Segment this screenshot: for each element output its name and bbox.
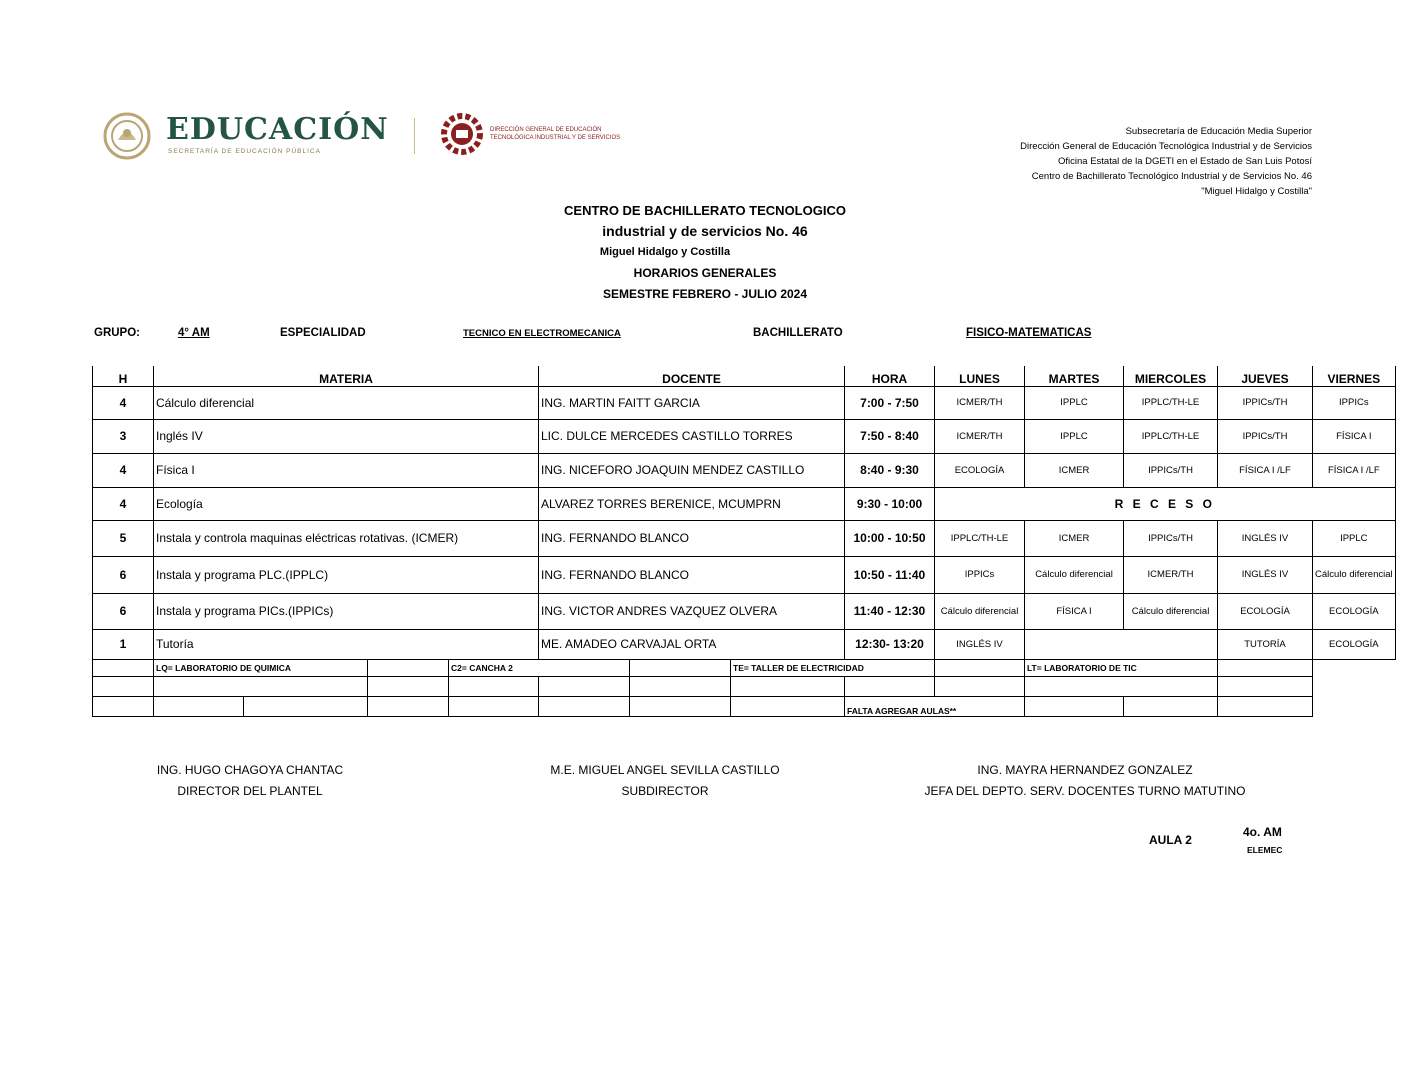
logo-subtitle: SECRETARÍA DE EDUCACIÓN PÚBLICA [168,148,321,155]
signature-subdirector [510,760,820,802]
cell-hora: 7:00 - 7:50 [845,386,935,419]
legend-empty [368,659,449,676]
institution-block [892,124,1312,199]
cell-docente: ME. AMADEO CARVAJAL ORTA [539,629,845,659]
cell-viernes: FÍSICA I /LF [1313,453,1396,487]
cell-hora: 8:40 - 9:30 [845,453,935,487]
cell-viernes: ECOLOGÍA [1313,593,1396,629]
cell-materia: Física I [154,453,539,487]
logo-separator [414,118,415,154]
cell-h: 5 [93,520,154,556]
legend-row [93,659,1396,676]
subdirector-name: M.E. MIGUEL ANGEL SEVILLA CASTILLO [550,763,780,777]
signature-jefa [890,760,1280,802]
cell-jueves: TUTORÍA [1218,629,1313,659]
cell-docente: LIC. DULCE MERCEDES CASTILLO TORRES [539,419,845,453]
cell-materia: Instala y controla maquinas eléctricas rotativas. (ICMER) [154,520,539,556]
header-h: H [93,366,154,386]
cell-lunes: ICMER/TH [935,419,1025,453]
footer-grupo: 4o. AM [1243,825,1282,839]
cell-lunes: Cálculo diferencial [935,593,1025,629]
cell-miercoles: IPPICs/TH [1124,520,1218,556]
cell-lunes: INGLÉS IV [935,629,1025,659]
header-logos [96,110,656,162]
legend-c2: C2= CANCHA 2 [449,659,630,676]
cell-docente: ING. FERNANDO BLANCO [539,556,845,593]
cell-materia: Tutoría [154,629,539,659]
cell-docente: ING. MARTIN FAITT GARCIA [539,386,845,419]
title-horarios: HORARIOS GENERALES [633,266,777,280]
dgeti-text [490,126,620,142]
cell-jueves: FÍSICA I /LF [1218,453,1313,487]
institution-line: Subsecretaría de Educación Media Superior [1125,126,1312,137]
cell-h: 3 [93,419,154,453]
table-row [93,419,1396,453]
cell-martes: IPPLC [1025,419,1124,453]
cell-miercoles: Cálculo diferencial [1124,593,1218,629]
dgeti-text-line1: DIRECCIÓN GENERAL DE EDUCACIÓN [490,127,602,133]
legend-empty [1218,659,1313,676]
cell-h: 4 [93,487,154,520]
title-school-sub: industrial y de servicios No. 46 [602,223,808,239]
cell-viernes: FÍSICA I [1313,419,1396,453]
cell-martes: ICMER [1025,453,1124,487]
table-row [93,453,1396,487]
cell-jueves: ECOLOGÍA [1218,593,1313,629]
table-row [93,629,1396,659]
cell-miercoles: IPPICs/TH [1124,453,1218,487]
bachillerato-value: FISICO-MATEMATICAS [966,327,1092,339]
header-viernes: VIERNES [1313,366,1396,386]
jefa-title: JEFA DEL DEPTO. SERV. DOCENTES TURNO MATUTINO [924,784,1246,798]
empty-row [93,676,1396,696]
cell-jueves: IPPICs/TH [1218,419,1313,453]
header-materia: MATERIA [154,366,539,386]
dgeti-gear-icon [440,112,484,156]
cell-hora: 10:00 - 10:50 [845,520,935,556]
cell-hora: 9:30 - 10:00 [845,487,935,520]
table-header-row [93,366,1396,386]
cell-hora: 11:40 - 12:30 [845,593,935,629]
header-hora: HORA [845,366,935,386]
cell-h: 4 [93,453,154,487]
cell-miercoles: ICMER/TH [1124,556,1218,593]
cell-lunes: IPPLC/TH-LE [935,520,1025,556]
title-semestre: SEMESTRE FEBRERO - JULIO 2024 [602,287,808,301]
institution-line: Dirección General de Educación Tecnológica Industrial y de Servicios [1020,141,1312,152]
cell-hora: 12:30- 13:20 [845,629,935,659]
table-row [93,593,1396,629]
cell-materia: Instala y programa PICs.(IPPICs) [154,593,539,629]
cell-h: 6 [93,593,154,629]
falta-row [93,696,1396,716]
cell-materia: Instala y programa PLC.(IPPLC) [154,556,539,593]
subdirector-title: SUBDIRECTOR [621,784,709,798]
jefa-name: ING. MAYRA HERNANDEZ GONZALEZ [977,763,1193,777]
cell-martes: IPPLC [1025,386,1124,419]
grupo-label: GRUPO: [94,327,140,339]
especialidad-label: ESPECIALIDAD [280,327,366,339]
especialidad-value: TECNICO EN ELECTROMECANICA [463,328,621,339]
institution-line: Oficina Estatal de la DGETI en el Estado de San Luis Potosí [1058,156,1312,167]
receso-cell: R E C E S O [935,487,1396,520]
cell-jueves: IPPICs/TH [1218,386,1313,419]
footer-area: ELEMEC [1247,845,1283,855]
header-docente: DOCENTE [539,366,845,386]
bachillerato-label: BACHILLERATO [753,327,843,339]
institution-line: "Miguel Hidalgo y Costilla" [1201,186,1312,197]
cell-viernes: IPPICs [1313,386,1396,419]
cell-materia: Inglés IV [154,419,539,453]
legend-empty [935,659,1025,676]
cell-martes: FÍSICA I [1025,593,1124,629]
cell-lunes: ECOLOGÍA [935,453,1025,487]
grupo-value: 4° AM [178,327,210,339]
cell-lunes: IPPICs [935,556,1025,593]
cell-docente: ING. FERNANDO BLANCO [539,520,845,556]
cell-docente: ALVAREZ TORRES BERENICE, MCUMPRN [539,487,845,520]
cell-martes-miercoles [1025,629,1218,659]
table-row [93,487,1396,520]
cell-martes: ICMER [1025,520,1124,556]
cell-lunes: ICMER/TH [935,386,1025,419]
cell-h: 6 [93,556,154,593]
institution-line: Centro de Bachillerato Tecnológico Industrial y de Servicios No. 46 [1031,171,1312,182]
header-miercoles: MIERCOLES [1124,366,1218,386]
cell-miercoles: IPPLC/TH-LE [1124,419,1218,453]
falta-aulas-note: FALTA AGREGAR AULAS** [845,696,1025,716]
schedule-table [92,366,1396,717]
cell-viernes: ECOLOGÍA [1313,629,1396,659]
cell-jueves: INGLÉS IV [1218,520,1313,556]
cell-viernes: Cálculo diferencial [1313,556,1396,593]
mexico-seal-icon [98,112,156,160]
legend-empty [630,659,731,676]
document-titles [420,200,990,305]
cell-jueves: INGLÉS IV [1218,556,1313,593]
title-school-name: Miguel Hidalgo y Costilla [599,246,731,258]
director-title: DIRECTOR DEL PLANTEL [177,784,323,798]
title-school: CENTRO DE BACHILLERATO TECNOLOGICO [564,203,846,218]
signature-director [130,760,370,802]
logo-text: EDUCACIÓN [166,112,389,147]
table-row [93,556,1396,593]
header-jueves: JUEVES [1218,366,1313,386]
legend-lq: LQ= LABORATORIO DE QUIMICA [154,659,368,676]
cell-materia: Cálculo diferencial [154,386,539,419]
cell-viernes: IPPLC [1313,520,1396,556]
cell-docente: ING. NICEFORO JOAQUIN MENDEZ CASTILLO [539,453,845,487]
legend-te: TE= TALLER DE ELECTRICIDAD [731,659,935,676]
header-martes: MARTES [1025,366,1124,386]
cell-h: 4 [93,386,154,419]
legend-lt: LT= LABORATORIO DE TIC [1025,659,1218,676]
cell-h: 1 [93,629,154,659]
cell-materia: Ecología [154,487,539,520]
director-name: ING. HUGO CHAGOYA CHANTAC [156,763,344,777]
table-row [93,520,1396,556]
cell-docente: ING. VICTOR ANDRES VAZQUEZ OLVERA [539,593,845,629]
legend-empty [93,659,154,676]
dgeti-text-line2: TECNOLÓGICA INDUSTRIAL Y DE SERVICIOS [490,135,621,141]
cell-miercoles: IPPLC/TH-LE [1124,386,1218,419]
header-lunes: LUNES [935,366,1025,386]
aula-label: AULA 2 [1149,833,1192,847]
table-row [93,386,1396,419]
cell-martes: Cálculo diferencial [1025,556,1124,593]
cell-hora: 10:50 - 11:40 [845,556,935,593]
cell-hora: 7:50 - 8:40 [845,419,935,453]
